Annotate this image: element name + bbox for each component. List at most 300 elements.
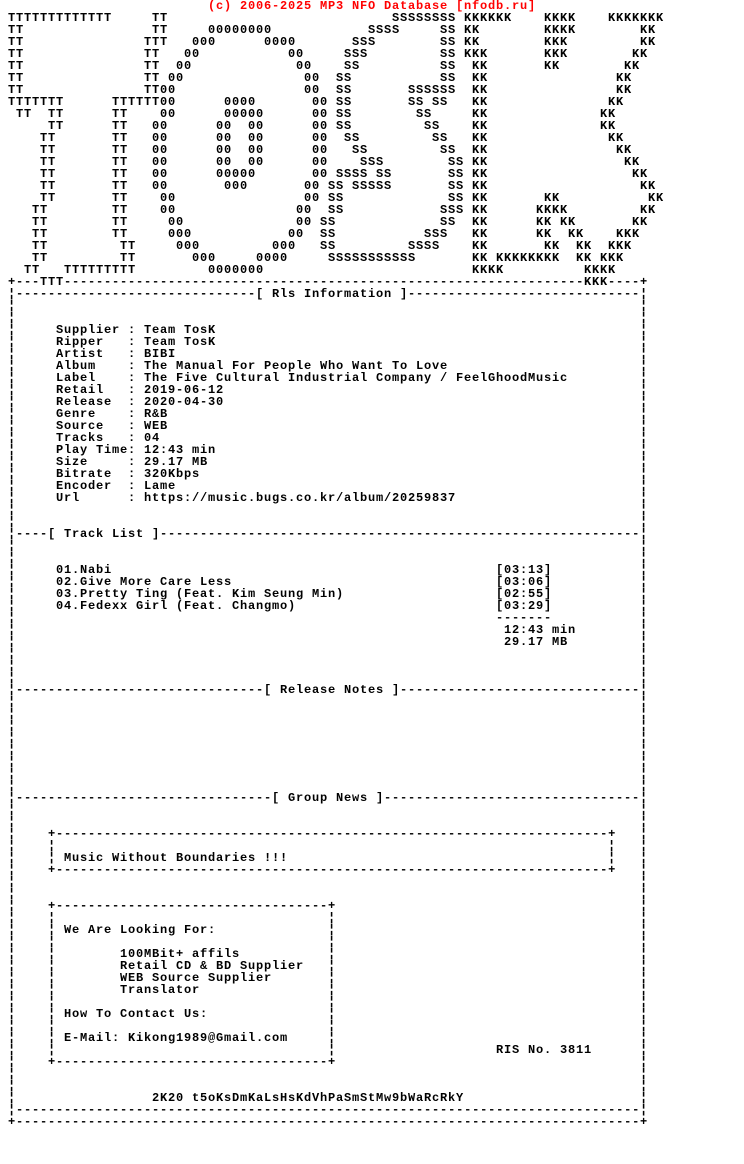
ascii-art-segment: KKKKKKK bbox=[608, 11, 665, 25]
ascii-art-segment: KK bbox=[464, 35, 481, 49]
border-right: ¦ bbox=[640, 923, 649, 937]
info-separator: : bbox=[128, 383, 137, 397]
ascii-art-segment: TT bbox=[112, 131, 129, 145]
ascii-art-segment: TT bbox=[8, 35, 25, 49]
border-right: ¦ bbox=[640, 671, 649, 685]
ascii-art-segment: 00 bbox=[248, 131, 265, 145]
info-value: The Five Cultural Industrial Company / FeelGhoodMusic bbox=[144, 371, 569, 385]
ascii-art-segment: TT bbox=[112, 143, 129, 157]
ascii-art-segment: 00 bbox=[312, 143, 329, 157]
info-value: 2019-06-12 bbox=[144, 383, 225, 397]
border-right: ¦ bbox=[640, 395, 649, 409]
border-left: ¦ bbox=[8, 371, 17, 385]
border-right: ¦ bbox=[640, 647, 649, 661]
info-value: Team TosK bbox=[144, 323, 217, 337]
ascii-art-segment: KK bbox=[624, 59, 641, 73]
box-side: ¦ bbox=[48, 911, 57, 925]
border-left: ¦ bbox=[8, 839, 17, 853]
ascii-art-segment: 000 bbox=[192, 251, 217, 265]
ascii-art-segment: KK bbox=[472, 155, 489, 169]
ascii-art-segment: SS bbox=[440, 35, 457, 49]
border-right: ¦ bbox=[640, 827, 649, 841]
ascii-art-segment: TT bbox=[8, 47, 25, 61]
section-rule: ---- bbox=[16, 527, 49, 541]
border-left: ¦ bbox=[8, 923, 17, 937]
border-left: ¦ bbox=[8, 1055, 17, 1069]
border-left: ¦ bbox=[8, 311, 17, 325]
border-right: ¦ bbox=[640, 767, 649, 781]
ascii-art-segment: SS bbox=[336, 119, 353, 133]
ascii-art-segment: SSSS bbox=[336, 167, 369, 181]
ascii-art-segment: TT bbox=[112, 155, 129, 169]
border-right: ¦ bbox=[640, 1067, 649, 1081]
ascii-art-segment: KK bbox=[608, 131, 625, 145]
top-border-right: ----+ bbox=[608, 275, 649, 289]
ascii-art-segment: 00 bbox=[312, 155, 329, 169]
ascii-art-segment: SS bbox=[440, 59, 457, 73]
border-right: ¦ bbox=[640, 839, 649, 853]
ascii-art-segment: KKK bbox=[544, 35, 569, 49]
ascii-art-segment: TT bbox=[32, 251, 49, 265]
border-right: ¦ bbox=[640, 563, 649, 577]
ascii-art-segment: KK bbox=[472, 167, 489, 181]
box-side: ¦ bbox=[328, 971, 337, 985]
ascii-art-segment: KK bbox=[648, 191, 665, 205]
ascii-art-segment: 000 bbox=[192, 35, 217, 49]
ascii-art-segment: KK bbox=[464, 23, 481, 37]
section-header-tracklist: [ Track List ] bbox=[48, 527, 161, 541]
ascii-art-segment: KK bbox=[568, 227, 585, 241]
ascii-art-segment: KK bbox=[616, 143, 633, 157]
border-left: ¦ bbox=[8, 683, 17, 697]
ascii-art-segment: 00 bbox=[184, 47, 201, 61]
info-value: Lame bbox=[144, 479, 177, 493]
ascii-art-segment: SSS bbox=[352, 35, 377, 49]
ascii-art-segment: KK bbox=[632, 167, 649, 181]
ascii-art-segment: 00 bbox=[216, 155, 233, 169]
border-right: ¦ bbox=[640, 311, 649, 325]
box-side: ¦ bbox=[48, 1007, 57, 1021]
ascii-art-segment: 0000 bbox=[256, 251, 289, 265]
top-border-left: +--- bbox=[8, 275, 41, 289]
border-right: ¦ bbox=[640, 1103, 649, 1117]
ascii-art-segment: 00 bbox=[168, 215, 185, 229]
ascii-art-segment: 00 bbox=[152, 131, 169, 145]
border-left: ¦ bbox=[8, 1043, 17, 1057]
ascii-art-segment: KKKKKKKK bbox=[496, 251, 561, 265]
box-side: ¦ bbox=[608, 839, 617, 853]
bottom-inner-rule: ------------------------------------------------------------------------------ bbox=[16, 1103, 641, 1117]
box-side: ¦ bbox=[328, 1031, 337, 1045]
border-right: ¦ bbox=[640, 779, 649, 793]
ascii-art-segment: 00 bbox=[296, 203, 313, 217]
ascii-art-segment: KKKK bbox=[536, 203, 569, 217]
ascii-art-segment: SS bbox=[440, 23, 457, 37]
border-right: ¦ bbox=[640, 455, 649, 469]
ascii-art-segment: 00 bbox=[288, 227, 305, 241]
border-left: ¦ bbox=[8, 935, 17, 949]
ascii-art-segment: 00 bbox=[216, 143, 233, 157]
ascii-art-segment: SSSS bbox=[368, 23, 401, 37]
info-label: Retail bbox=[56, 383, 105, 397]
border-right: ¦ bbox=[640, 371, 649, 385]
info-separator: : bbox=[128, 335, 137, 349]
ascii-art-segment: TT bbox=[112, 191, 129, 205]
ascii-art-segment: KK bbox=[472, 215, 489, 229]
border-right: ¦ bbox=[640, 707, 649, 721]
ascii-art-segment: KK bbox=[632, 215, 649, 229]
contact-title: How To Contact Us: bbox=[64, 1007, 209, 1021]
border-left: ¦ bbox=[8, 287, 17, 301]
border-left: ¦ bbox=[8, 719, 17, 733]
box-side: ¦ bbox=[48, 995, 57, 1009]
border-right: ¦ bbox=[640, 431, 649, 445]
ascii-art-segment: SS bbox=[336, 83, 353, 97]
ascii-art-segment: KK bbox=[472, 191, 489, 205]
border-right: ¦ bbox=[640, 539, 649, 553]
border-left: ¦ bbox=[8, 347, 17, 361]
info-separator: : bbox=[128, 395, 137, 409]
ascii-art-segment: SSS bbox=[440, 203, 465, 217]
ascii-art-segment: KK bbox=[632, 47, 649, 61]
ascii-art-segment: TT bbox=[8, 23, 25, 37]
ascii-art-segment: TT00 bbox=[144, 83, 177, 97]
border-right: ¦ bbox=[640, 1031, 649, 1045]
border-right: ¦ bbox=[640, 971, 649, 985]
ascii-art-segment: KK bbox=[472, 203, 489, 217]
info-value: The Manual For People Who Want To Love bbox=[144, 359, 449, 373]
border-left: ¦ bbox=[8, 431, 17, 445]
info-separator: : bbox=[128, 323, 137, 337]
border-right: ¦ bbox=[640, 1019, 649, 1033]
box-side: ¦ bbox=[608, 851, 617, 865]
border-left: ¦ bbox=[8, 335, 17, 349]
ascii-art-segment: KK bbox=[544, 239, 561, 253]
box-side: ¦ bbox=[328, 947, 337, 961]
border-left: ¦ bbox=[8, 299, 17, 313]
border-right: ¦ bbox=[640, 959, 649, 973]
box-side: ¦ bbox=[48, 971, 57, 985]
ascii-art-segment: SS bbox=[440, 143, 457, 157]
info-value: 12:43 min bbox=[144, 443, 217, 457]
box-side: ¦ bbox=[48, 1019, 57, 1033]
border-right: ¦ bbox=[640, 683, 649, 697]
border-right: ¦ bbox=[640, 1007, 649, 1021]
ascii-art-segment: 00 bbox=[160, 203, 177, 217]
border-right: ¦ bbox=[640, 443, 649, 457]
section-header-news: [ Group News ] bbox=[272, 791, 385, 805]
ascii-art-segment: SS bbox=[336, 107, 353, 121]
border-right: ¦ bbox=[640, 359, 649, 373]
ascii-art-segment: KK bbox=[600, 107, 617, 121]
border-left: ¦ bbox=[8, 479, 17, 493]
ascii-art-segment: SSSS bbox=[408, 239, 441, 253]
info-label: Bitrate bbox=[56, 467, 113, 481]
info-separator: : bbox=[128, 431, 137, 445]
border-left: ¦ bbox=[8, 515, 17, 529]
border-left: ¦ bbox=[8, 755, 17, 769]
box-side: ¦ bbox=[328, 1019, 337, 1033]
section-rule: ------------------------------ bbox=[16, 287, 257, 301]
info-label: Source bbox=[56, 419, 105, 433]
border-right: ¦ bbox=[640, 503, 649, 517]
border-right: ¦ bbox=[640, 659, 649, 673]
border-left: ¦ bbox=[8, 983, 17, 997]
ascii-art-segment: KK bbox=[472, 179, 489, 193]
ascii-art-segment: TT bbox=[32, 227, 49, 241]
ascii-art-segment: 00 bbox=[152, 179, 169, 193]
border-left: ¦ bbox=[8, 395, 17, 409]
ascii-art-segment: SS bbox=[320, 239, 337, 253]
border-right: ¦ bbox=[640, 575, 649, 589]
border-left: ¦ bbox=[8, 863, 17, 877]
ascii-art-segment: 00 bbox=[152, 167, 169, 181]
border-right: ¦ bbox=[640, 551, 649, 565]
ascii-art-segment: KK bbox=[472, 107, 489, 121]
ascii-art-segment: KK bbox=[536, 215, 553, 229]
info-value: Team TosK bbox=[144, 335, 217, 349]
box-top: +----------------------------------+ bbox=[48, 899, 337, 913]
border-left: ¦ bbox=[8, 779, 17, 793]
ascii-art-segment: 00 bbox=[296, 59, 313, 73]
border-left: ¦ bbox=[8, 1007, 17, 1021]
border-left: ¦ bbox=[8, 527, 17, 541]
border-left: ¦ bbox=[8, 815, 17, 829]
ascii-art-segment: SS bbox=[416, 107, 433, 121]
border-right: ¦ bbox=[640, 935, 649, 949]
box-side: ¦ bbox=[48, 983, 57, 997]
ascii-art-segment: KKKK bbox=[584, 263, 617, 277]
border-left: ¦ bbox=[8, 731, 17, 745]
ascii-art-segment: TT bbox=[112, 119, 129, 133]
ascii-art-segment: SS bbox=[320, 215, 337, 229]
info-value: 2020-04-30 bbox=[144, 395, 225, 409]
border-right: ¦ bbox=[640, 1055, 649, 1069]
box-side: ¦ bbox=[48, 839, 57, 853]
info-separator: : bbox=[128, 467, 137, 481]
border-right: ¦ bbox=[640, 899, 649, 913]
ascii-art-segment: 00 bbox=[152, 143, 169, 157]
section-header-notes: [ Release Notes ] bbox=[264, 683, 401, 697]
ascii-art-segment: TT bbox=[120, 251, 137, 265]
ascii-art-segment: TT bbox=[144, 71, 161, 85]
box-side: ¦ bbox=[328, 1043, 337, 1057]
info-separator: : bbox=[128, 479, 137, 493]
ascii-art-segment: KK bbox=[472, 251, 489, 265]
ascii-art-segment: SS bbox=[336, 95, 353, 109]
ascii-art-segment: KK bbox=[616, 83, 633, 97]
border-right: ¦ bbox=[640, 947, 649, 961]
border-right: ¦ bbox=[640, 875, 649, 889]
info-separator: : bbox=[128, 359, 137, 373]
box-side: ¦ bbox=[48, 1043, 57, 1057]
border-right: ¦ bbox=[640, 299, 649, 313]
box-bottom: +---------------------------------------------------------------------+ bbox=[48, 863, 617, 877]
border-left: ¦ bbox=[8, 1079, 17, 1093]
box-side: ¦ bbox=[328, 1007, 337, 1021]
ascii-art-segment: KK bbox=[640, 179, 657, 193]
box-side: ¦ bbox=[48, 947, 57, 961]
border-left: ¦ bbox=[8, 1019, 17, 1033]
ascii-art-segment: KK bbox=[640, 35, 657, 49]
ascii-art-segment: SS bbox=[328, 203, 345, 217]
border-left: ¦ bbox=[8, 383, 17, 397]
ascii-art-segment: 00 bbox=[160, 191, 177, 205]
release-number: RIS No. 3811 bbox=[496, 1043, 593, 1057]
info-value: BIBI bbox=[144, 347, 177, 361]
ascii-art-segment: SS SS bbox=[408, 95, 449, 109]
ascii-art-segment: SSSSSSSS bbox=[392, 11, 457, 25]
nfo-database-title: (c) 2006-2025 MP3 NFO Database [nfodb.ru] bbox=[208, 0, 537, 13]
track-duration: [03:13] bbox=[496, 563, 553, 577]
top-border-art-left: TTT bbox=[40, 275, 65, 289]
info-label: Album bbox=[56, 359, 97, 373]
ascii-art-segment: SS bbox=[448, 179, 465, 193]
ascii-art-segment: TT bbox=[40, 179, 57, 193]
ascii-art-segment: TT bbox=[112, 179, 129, 193]
ascii-art-segment: KK bbox=[640, 23, 657, 37]
border-right: ¦ bbox=[640, 587, 649, 601]
border-left: ¦ bbox=[8, 467, 17, 481]
ascii-art-segment: KK bbox=[472, 239, 489, 253]
ascii-art-segment: 000 bbox=[224, 179, 249, 193]
total-play-time: 12:43 min bbox=[504, 623, 577, 637]
border-right: ¦ bbox=[640, 755, 649, 769]
border-right: ¦ bbox=[640, 383, 649, 397]
bottom-border-corner: + bbox=[640, 1115, 649, 1129]
ascii-art-segment: TT bbox=[144, 59, 161, 73]
border-right: ¦ bbox=[640, 1079, 649, 1093]
box-top: +---------------------------------------------------------------------+ bbox=[48, 827, 617, 841]
ascii-art-segment: KK bbox=[544, 59, 561, 73]
bottom-border-dashes: ------------------------------------------------------------------------------ bbox=[16, 1115, 641, 1129]
ascii-art-segment: 00 bbox=[248, 119, 265, 133]
ascii-art-segment: TT bbox=[144, 47, 161, 61]
info-separator: : bbox=[128, 407, 137, 421]
border-left: ¦ bbox=[8, 575, 17, 589]
section-rule: -------------------------------- bbox=[384, 791, 641, 805]
border-left: ¦ bbox=[8, 803, 17, 817]
ascii-art-segment: KKKKKK bbox=[464, 11, 513, 25]
ascii-art-segment: TT bbox=[112, 203, 129, 217]
info-value: https://music.bugs.co.kr/album/20259837 bbox=[144, 491, 457, 505]
border-left: ¦ bbox=[8, 971, 17, 985]
ascii-art-segment: KKKK bbox=[472, 263, 505, 277]
border-left: ¦ bbox=[8, 1067, 17, 1081]
info-separator: : bbox=[128, 347, 137, 361]
ascii-art-segment: 00 bbox=[176, 59, 193, 73]
border-right: ¦ bbox=[640, 527, 649, 541]
border-right: ¦ bbox=[640, 851, 649, 865]
border-left: ¦ bbox=[8, 623, 17, 637]
ascii-art-segment: SS bbox=[448, 191, 465, 205]
ascii-art-segment: SS bbox=[432, 131, 449, 145]
border-right: ¦ bbox=[640, 983, 649, 997]
ascii-art-segment: KK bbox=[472, 227, 489, 241]
box-side: ¦ bbox=[328, 911, 337, 925]
border-right: ¦ bbox=[640, 791, 649, 805]
border-right: ¦ bbox=[640, 623, 649, 637]
border-left: ¦ bbox=[8, 359, 17, 373]
ascii-art-segment: KK bbox=[624, 155, 641, 169]
track-duration: [02:55] bbox=[496, 587, 553, 601]
ascii-art-segment: 00 bbox=[216, 119, 233, 133]
track-title: 01.Nabi bbox=[56, 563, 113, 577]
border-left: ¦ bbox=[8, 563, 17, 577]
ascii-art-segment: TT bbox=[112, 167, 129, 181]
border-left: ¦ bbox=[8, 1103, 17, 1117]
ascii-art-segment: KKK bbox=[608, 239, 633, 253]
ascii-art-segment: 00 bbox=[152, 119, 169, 133]
ascii-art-segment: KK bbox=[640, 203, 657, 217]
border-right: ¦ bbox=[640, 407, 649, 421]
ascii-art-segment: SS bbox=[328, 191, 345, 205]
ascii-art-segment: KKK bbox=[544, 47, 569, 61]
ascii-art-segment: KK bbox=[560, 215, 577, 229]
ascii-art-segment: TT bbox=[32, 203, 49, 217]
ascii-art-segment: 000 bbox=[168, 227, 193, 241]
ascii-art-segment: KK bbox=[608, 95, 625, 109]
border-left: ¦ bbox=[8, 599, 17, 613]
ascii-art-segment: KK bbox=[600, 119, 617, 133]
ascii-art-segment: 0000 bbox=[264, 35, 297, 49]
ascii-art-segment: KK bbox=[472, 95, 489, 109]
ascii-art-segment: KK bbox=[576, 239, 593, 253]
ascii-art-segment: 00 bbox=[160, 107, 177, 121]
border-right: ¦ bbox=[640, 731, 649, 745]
border-right: ¦ bbox=[640, 635, 649, 649]
ascii-art-segment: KK bbox=[536, 227, 553, 241]
border-right: ¦ bbox=[640, 815, 649, 829]
ascii-art-segment: KK bbox=[616, 71, 633, 85]
ascii-art-segment: 0000 bbox=[224, 95, 257, 109]
info-label: Release bbox=[56, 395, 113, 409]
info-label: Artist bbox=[56, 347, 105, 361]
ascii-art-segment: KK bbox=[472, 143, 489, 157]
ascii-art-segment: SS bbox=[320, 227, 337, 241]
info-value: WEB bbox=[144, 419, 169, 433]
box-side: ¦ bbox=[48, 1031, 57, 1045]
ascii-art-segment: SS bbox=[376, 167, 393, 181]
ascii-art-segment: 00 bbox=[296, 215, 313, 229]
ascii-art-segment: 000 bbox=[272, 239, 297, 253]
border-left: ¦ bbox=[8, 743, 17, 757]
ascii-art-segment: TT bbox=[120, 239, 137, 253]
info-separator: : bbox=[128, 491, 137, 505]
ascii-art-segment: 00 bbox=[312, 95, 329, 109]
section-rule: ------------------------------ bbox=[400, 683, 641, 697]
ascii-art-segment: TT bbox=[8, 83, 25, 97]
track-title: 02.Give More Care Less bbox=[56, 575, 233, 589]
ascii-art-segment: 00 bbox=[216, 131, 233, 145]
box-side: ¦ bbox=[48, 851, 57, 865]
looking-for-item: Retail CD & BD Supplier bbox=[120, 959, 305, 973]
border-left: ¦ bbox=[8, 707, 17, 721]
ascii-art-segment: TT bbox=[8, 59, 25, 73]
looking-for-item: WEB Source Supplier bbox=[120, 971, 273, 985]
border-right: ¦ bbox=[640, 479, 649, 493]
info-label: Size bbox=[56, 455, 89, 469]
border-left: ¦ bbox=[8, 911, 17, 925]
info-label: Label bbox=[56, 371, 97, 385]
border-left: ¦ bbox=[8, 1031, 17, 1045]
ascii-art-segment: TT bbox=[24, 263, 41, 277]
border-left: ¦ bbox=[8, 611, 17, 625]
border-left: ¦ bbox=[8, 959, 17, 973]
ascii-art-segment: 00 bbox=[304, 83, 321, 97]
info-separator: : bbox=[128, 419, 137, 433]
box-side: ¦ bbox=[328, 983, 337, 997]
